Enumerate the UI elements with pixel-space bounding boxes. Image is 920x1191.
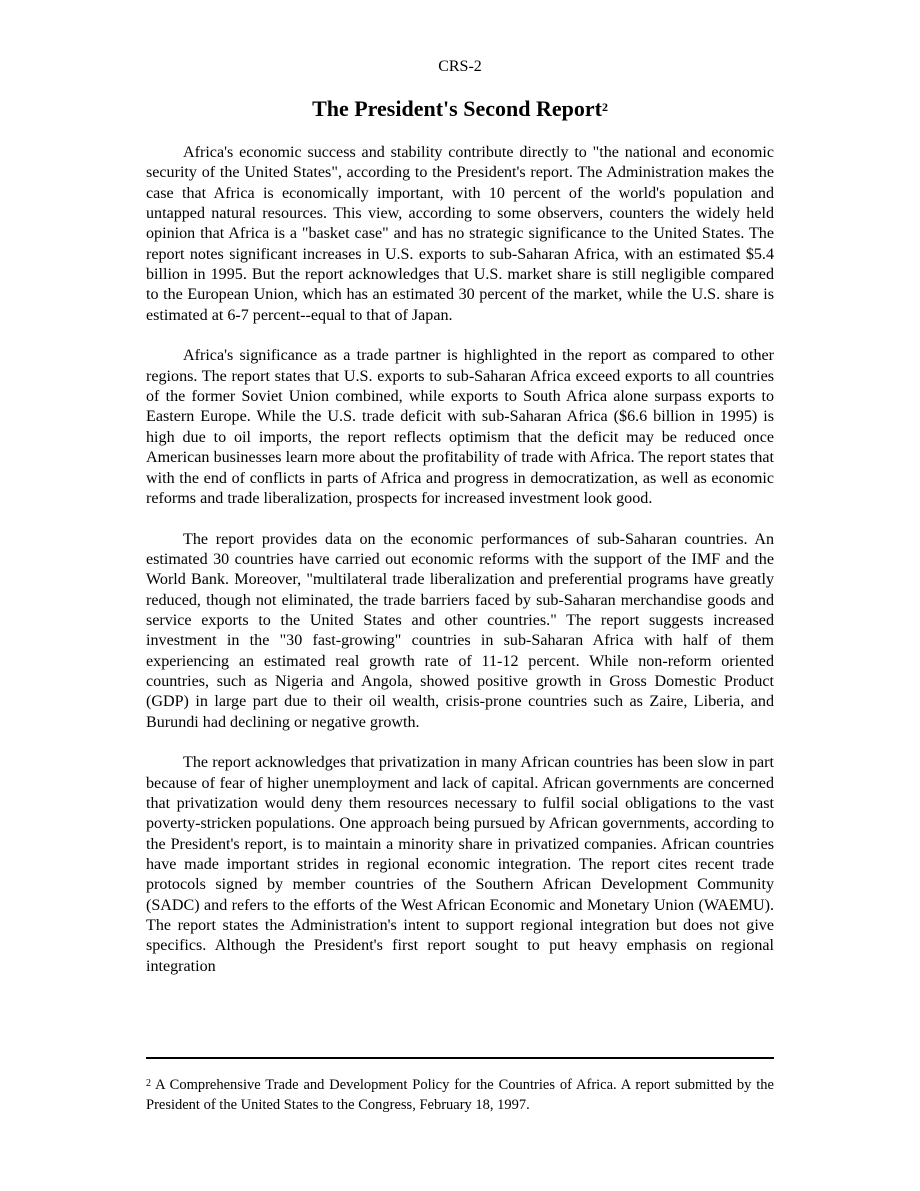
paragraph: The report provides data on the economic performances of sub-Saharan countries. An estimated 30 countries have carried out economic reforms with the support of the IMF and the World Bank. Moreover, "multilateral trade liberalization and preferential programs have greatly reduced, though not eliminated, the trade barriers faced by sub-Saharan merchandise goods and service exports to the United States and other countries." The report suggests increased investment in the "30 fast-growing" countries in sub-Saharan Africa with half of them experiencing an estimated real growth rate of 11-12 percent. While non-reform oriented countries, such as Nigeria and Angola, showed positive growth in Gross Domestic Product (GDP) in large part due to their oil wealth, crisis-prone countries such as Zaire, Liberia, and Burundi had declining or negative growth. <box>146 530 774 731</box>
title-footnote-marker: 2 <box>601 100 608 114</box>
footnote-text: A Comprehensive Trade and Development Policy for the Countries of Africa. A report submitted by the President of the United States to the Congress, February 18, 1997. <box>146 1077 774 1113</box>
footnote-divider <box>146 1057 774 1059</box>
page-header: CRS-2 <box>438 58 482 75</box>
footnote-marker: 2 <box>146 1078 151 1089</box>
footnote <box>146 1075 774 1115</box>
document-page <box>146 0 774 1191</box>
paragraph: Africa's economic success and stability contribute directly to "the national and economic security of the United States", according to the President's report. The Administration makes the case that Africa is economically important, with 10 percent of the world's population and untapped natural resources. This view, according to some observers, counters the widely held opinion that Africa is a "basket case" and has no strategic significance to the United States. The report notes significant increases in U.S. exports to sub-Saharan Africa, with an estimated $5.4 billion in 1995. But the report acknowledges that U.S. market share is still negligible compared to the European Union, which has an estimated 30 percent of the market, while the U.S. share is estimated at 6-7 percent--equal to that of Japan. <box>146 144 774 324</box>
title-text: The President's Second Report <box>312 96 602 121</box>
paragraph: The report acknowledges that privatization in many African countries has been slow in part because of fear of higher unemployment and lack of capital. African governments are concerned that privatization would deny them resources necessary to fulfil social obligations to the vast poverty-stricken populations. One approach being pursued by African governments, according to the President's report, is to maintain a minority share in privatized companies. African countries have made important strides in regional economic integration. The report cites recent trade protocols signed by member countries of the Southern African Development Community (SADC) and refers to the efforts of the West African Economic and Monetary Union (WAEMU). The report states the Administration's intent to support regional integration but does not give specifics. Although the President's first report sought to put heavy emphasis on regional integration <box>146 754 774 975</box>
body-text <box>146 143 774 997</box>
paragraph: Africa's significance as a trade partner is highlighted in the report as compared to other regions. The report states that U.S. exports to sub-Saharan Africa exceed exports to all countries of the former Soviet Union combined, while exports to South Africa alone surpass exports to Eastern Europe. While the U.S. trade deficit with sub-Saharan Africa ($6.6 billion in 1995) is high due to oil imports, the report reflects optimism that the deficit may be reduced once American businesses learn more about the profitability of trade with Africa. The report states that with the end of conflicts in parts of Africa and progress in democratization, as well as economic reforms and trade liberalization, prospects for increased investment look good. <box>146 347 774 507</box>
page-title <box>146 95 774 123</box>
